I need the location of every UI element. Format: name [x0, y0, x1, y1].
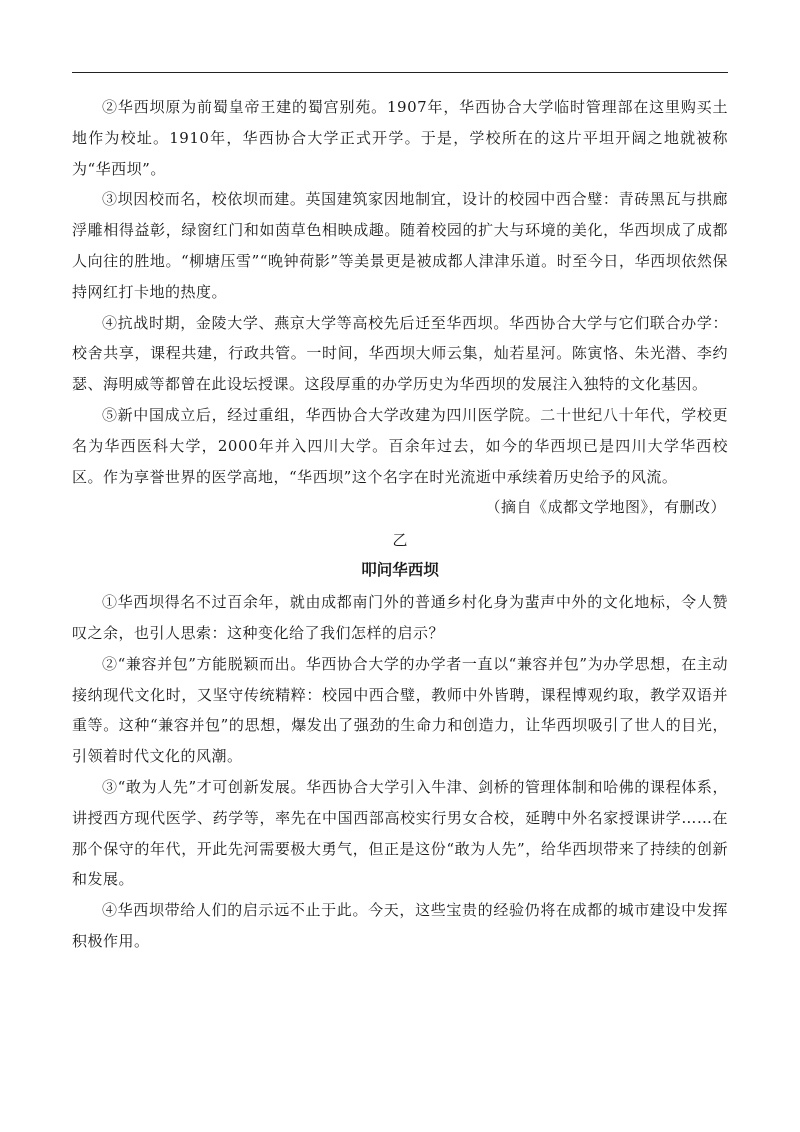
paragraph-jia-4: ④抗战时期，金陵大学、燕京大学等高校先后迁至华西坝。华西协合大学与它们联合办学：校舍共享，课程共建，行政共管。一时间，华西坝大师云集，灿若星河。陈寅恪、朱光潜、李约瑟、海明威等都曾在此设坛授课。这段厚重的办学历史为华西坝的发展注入独特的文化基因。 [72, 313, 728, 394]
paragraph-yi-1: ①华西坝得名不过百余年，就由成都南门外的普通乡村化身为蜚声中外的文化地标，令人赞叹之余，也引人思索：这种变化给了我们怎样的启示？ [72, 593, 728, 642]
passage-label: 乙 [392, 531, 408, 550]
paragraph-jia-5: ⑤新中国成立后，经过重组，华西协合大学改建为四川医学院。二十世纪八十年代，学校更名为华西医科大学，2000年并入四川大学。百余年过去，如今的华西坝已是四川大学华西校区。作为享誉世界的医学高地，“华西坝”这个名字在时光流逝中承续着历史给予的风流。 [72, 405, 728, 486]
source-citation: （摘自《成都文学地图》，有删改） [485, 498, 726, 517]
paragraph-yi-3: ③“敢为人先”才可创新发展。华西协合大学引入牛津、剑桥的管理体制和哈佛的课程体系，讲授西方现代医学、药学等，率先在中国西部高校实行男女合校，延聘中外名家授课讲学……在那个保守的年代，开此先河需要极大勇气，但正是这份“敢为人先”，给华西坝带来了持续的创新和发展。 [72, 777, 728, 889]
article-title: 叩问华西坝 [361, 561, 439, 580]
passage-yi [72, 525, 728, 957]
paragraph-jia-3: ③坝因校而名，校依坝而建。英国建筑家因地制宜，设计的校园中西合璧：青砖黑瓦与拱廊浮雕相得益彰，绿窗红门和如茵草色相映成趣。随着校园的扩大与环境的美化，华西坝成了成都人向往的胜地。“柳塘压雪”“晚钟荷影”等美景更是被成都人津津乐道。时至今日，华西坝依然保持网红打卡地的热度。 [72, 190, 728, 301]
header-rule [72, 72, 728, 73]
document-body [72, 92, 728, 957]
paragraph-yi-4: ④华西坝带给人们的启示远不止于此。今天，这些宝贵的经验仍将在成都的城市建设中发挥积极作用。 [72, 901, 728, 950]
paragraph-yi-2: ②“兼容并包”方能脱颖而出。华西协合大学的办学者一直以“兼容并包”为办学思想，在主动接纳现代文化时，又坚守传统精粹：校园中西合璧，教师中外皆聘，课程博观约取，教学双语并重等。这种“兼容并包”的思想，爆发出了强劲的生命力和创造力，让华西坝吸引了世人的目光，引领着时代文化的风潮。 [72, 654, 728, 766]
paragraph-jia-2: ②华西坝原为前蜀皇帝王建的蜀宫别苑。1907年，华西协合大学临时管理部在这里购买土地作为校址。1910年，华西协合大学正式开学。于是，学校所在的这片平坦开阔之地就被称为“华西坝”。 [72, 98, 728, 178]
passage-jia [72, 92, 728, 523]
